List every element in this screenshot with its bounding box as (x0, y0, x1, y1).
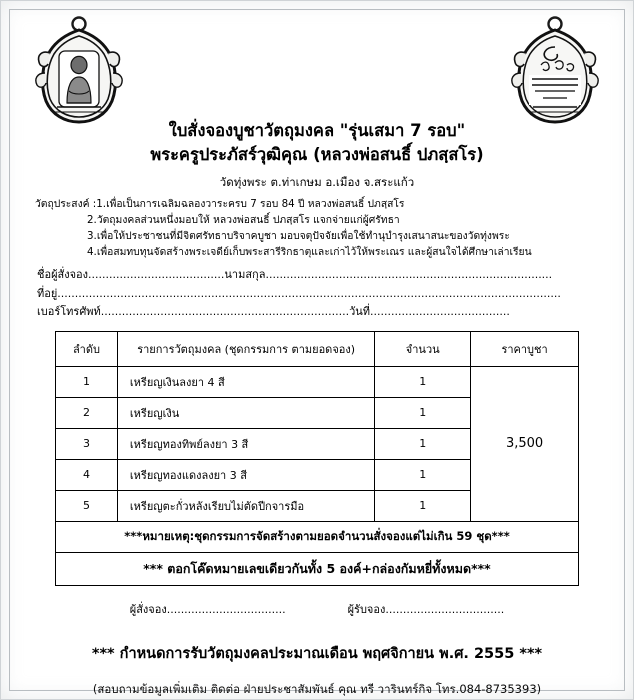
table-header-row (56, 331, 579, 366)
header-qty: จำนวน (375, 331, 471, 366)
row-qty: 1 (375, 366, 471, 397)
row-no: 3 (56, 428, 118, 459)
row-no: 1 (56, 366, 118, 397)
row-item: เหรียญทองแดงลงยา 3 สี (117, 459, 374, 490)
signature-block (19, 600, 615, 618)
row-price: 3,500 (471, 366, 579, 521)
purpose-line: 3.เพื่อให้ประชาชนที่มีจิตศรัทธาบริจาคบูชา มอบจตุปัจจัยเพื่อใช้ทำนุบำรุงเสนาสนะของวัดทุ่งพระ (87, 229, 510, 242)
header-item: รายการวัตถุมงคล (ชุดกรรมการ ตามยอดจอง) (117, 331, 374, 366)
purpose-block (19, 197, 615, 261)
row-item: เหรียญทองทิพย์ลงยา 3 สี (117, 428, 374, 459)
table-promo-row (56, 552, 579, 585)
purpose-line: วัตถุประสงค์ :1.เพื่อเป็นการเฉลิมฉลองวาระครบ 7 รอบ 84 ปี หลวงพ่อสนธิ์ ปภสฺสโร (35, 197, 405, 210)
table-note-row (56, 521, 579, 552)
purpose-line: 2.วัตถุมงคลส่วนหนึ่งมอบให้ หลวงพ่อสนธิ์ ปภสฺสโร แจกจ่ายแก่ผู้ศรัทธา (87, 213, 400, 226)
row-qty: 1 (375, 428, 471, 459)
row-item: เหรียญตะกั่วหลังเรียบไม่ตัดปีกจารมือ (117, 490, 374, 521)
header-price: ราคาบูชา (471, 331, 579, 366)
row-qty: 1 (375, 397, 471, 428)
promo-text: *** ตอกโค๊ดหมายเลขเดียวกันทั้ง 5 องค์+กล่องกัมหยี่ทั้งหมด*** (56, 552, 579, 585)
field-phone-date-line[interactable]: เบอร์โทรศัพท์.......................................................................วันที่........................................ (37, 304, 510, 318)
row-item: เหรียญเงินลงยา 4 สี (117, 366, 374, 397)
row-item: เหรียญเงิน (117, 397, 374, 428)
row-qty: 1 (375, 490, 471, 521)
header-no: ลำดับ (56, 331, 118, 366)
row-no: 2 (56, 397, 118, 428)
row-no: 4 (56, 459, 118, 490)
note-text: ***หมายเหตุ:ชุดกรรมการจัดสร้างตามยอดจำนวนสั่งจองแต่ไม่เกิน 59 ชุด*** (56, 521, 579, 552)
temple-address: วัดทุ่งพระ ต.ท่าเกษม อ.เมือง จ.สระแก้ว (219, 174, 415, 189)
document-title (19, 15, 615, 192)
customer-fields (19, 266, 615, 320)
signature-orderer[interactable]: ผู้สั่งจอง.................................. (129, 602, 286, 616)
contact-note: (สอบถามข้อมูลเพิ่มเติม ติดต่อ ฝ่ายประชาสัมพันธ์ คุณ ทรี วารินทร์กิจ โทร.084-8735393) (92, 681, 542, 696)
delivery-note: *** กำหนดการรับวัตถุมงคลประมาณเดือน พฤศจิกายน พ.ศ. 2555 *** (91, 645, 543, 662)
title-line-2: พระครูประภัสร์วุฒิคุณ (หลวงพ่อสนธิ์ ปภสฺสโร) (150, 144, 484, 164)
field-name-line[interactable]: ชื่อผู้สั่งจอง.......................................นามสกุล.................................................................................. (37, 268, 553, 282)
field-address-line[interactable]: ที่อยู่................................................................................................................................................ (37, 286, 561, 300)
title-line-1: ใบสั่งจองบูชาวัตถุมงคล "รุ่นเสมา 7 รอบ" (168, 121, 466, 140)
signature-receiver[interactable]: ผู้รับจอง.................................. (347, 602, 505, 616)
row-qty: 1 (375, 459, 471, 490)
order-table (55, 331, 579, 586)
row-no: 5 (56, 490, 118, 521)
table-row (56, 366, 579, 397)
purpose-line: 4.เพื่อสมทบทุนจัดสร้างพระเจดีย์เก็บพระสารีริกธาตุและเก่าไว้ให้พระเณร และผู้สนใจได้ศึกษาเล่าเรียน (87, 245, 532, 258)
